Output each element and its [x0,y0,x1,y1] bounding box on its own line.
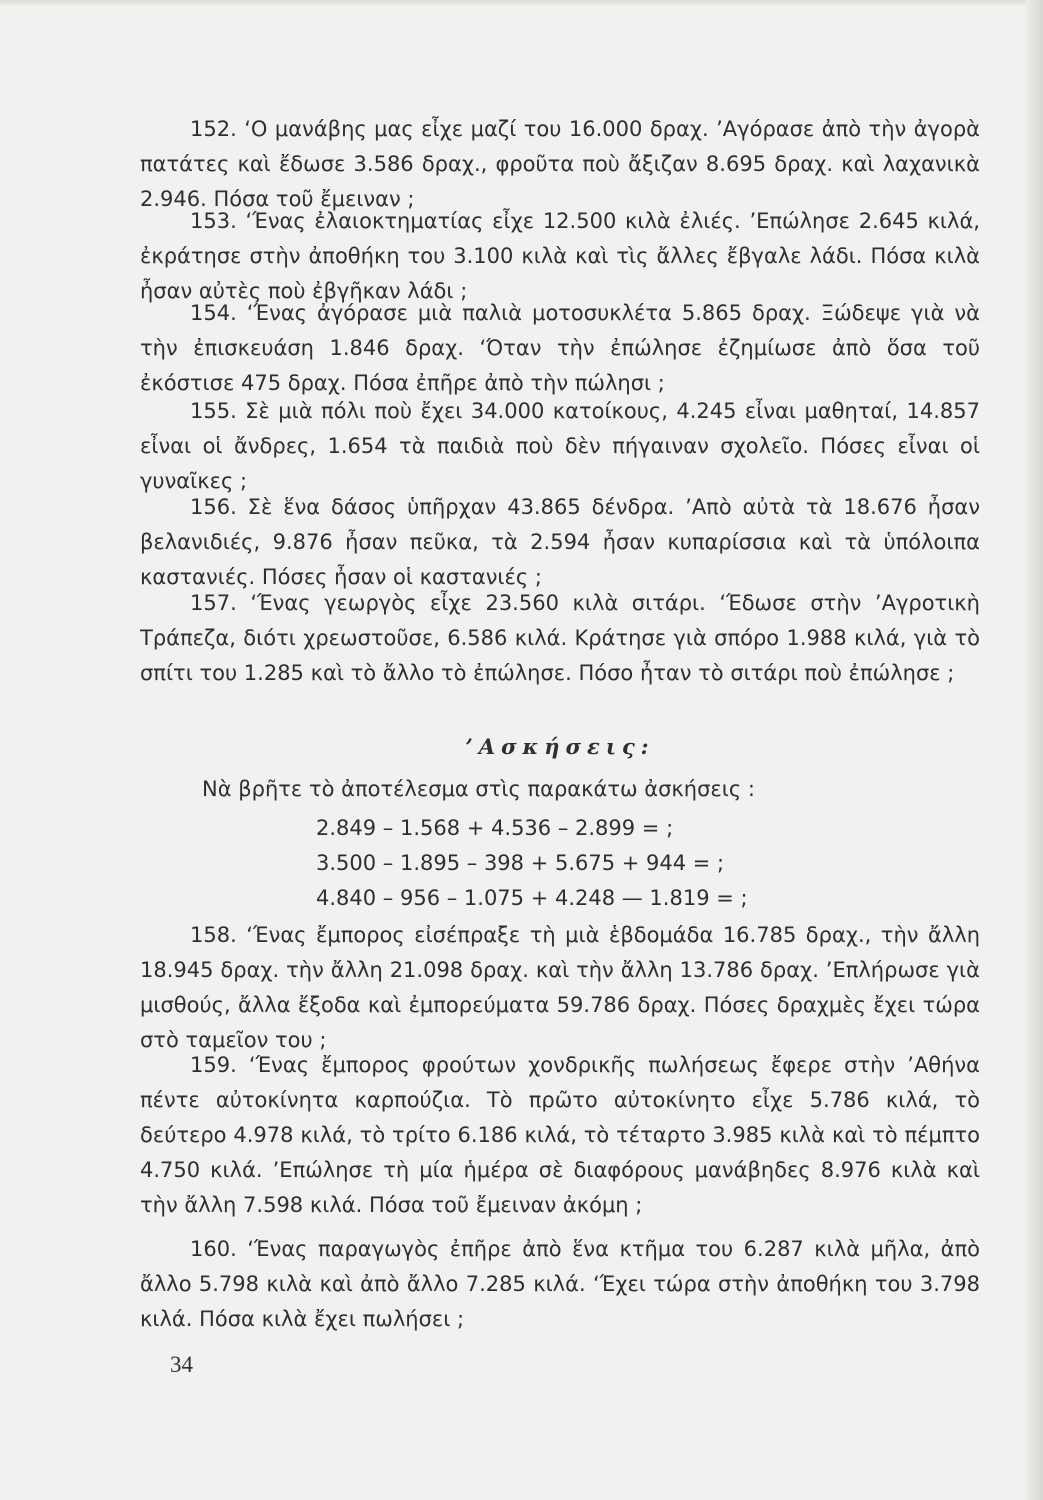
exercise-line: 4.840 – 956 – 1.075 + 4.248 — 1.819 = ; [316,886,748,910]
problem-153: 153. ‘Ένας ἐλαιοκτηματίας εἶχε 12.500 κιλὰ ἐλιές. ’Επώλησε 2.645 κιλά, ἐκράτησε στὴν ἀποθήκη του 3.100 κιλὰ καὶ τὶς ἄλλες ἔβγαλε λάδι. Πόσα κιλὰ ἦσαν αὐτὲς ποὺ ἐβγῆκαν λάδι ; [140,209,980,303]
exercises-heading: ’Ασκήσεις: [465,734,655,759]
page-right-edge [1025,0,1043,1500]
problem-154: 154. ‘Ένας ἀγόρασε μιὰ παλιὰ μοτοσυκλέτα 5.865 δραχ. Ξώδεψε γιὰ νὰ τὴν ἐπισκευάση 1.846 δραχ. ‘Όταν τὴν ἐπώλησε ἐζημίωσε ἀπὸ ὅσα τοῦ ἐκόστισε 475 δραχ. Πόσα ἐπῆρε ἀπὸ τὴν πώλησι ; [140,301,980,395]
problem-155: 155. Σὲ μιὰ πόλι ποὺ ἔχει 34.000 κατοίκους, 4.245 εἶναι μαθηταί, 14.857 εἶναι οἱ ἄνδρες, 1.654 τὰ παιδιὰ ποὺ δὲν πήγαιναν σχολεῖο. Πόσες εἶναι οἱ γυναῖκες ; [140,399,980,493]
exercise-line: 3.500 – 1.895 – 398 + 5.675 + 944 = ; [316,851,725,875]
problem-152: 152. ‘Ο μανάβης μας εἶχε μαζί του 16.000 δραχ. ’Αγόρασε ἀπὸ τὴν ἀγορὰ πατάτες καὶ ἔδωσε 3.586 δραχ., φροῦτα ποὺ ἄξιζαν 8.695 δραχ. καὶ λαχανικὰ 2.946. Πόσα τοῦ ἔμειναν ; [140,117,980,211]
problem-158: 158. ‘Ένας ἔμπορος εἰσέπραξε τὴ μιὰ ἑβδομάδα 16.785 δραχ., τὴν ἄλλη 18.945 δραχ. τὴν ἄλλη 21.098 δραχ. καὶ τὴν ἄλλη 13.786 δραχ. ’Επλήρωσε γιὰ μισθούς, ἄλλα ἔξοδα καὶ ἐμπορεύματα 59.786 δραχ. Πόσες δραχμὲς ἔχει τώρα στὸ ταμεῖον του ; [140,923,980,1052]
book-page [140,0,980,1500]
exercises-intro: Νὰ βρῆτε τὸ ἀποτέλεσμα στὶς παρακάτω ἀσκήσεις : [202,777,755,801]
exercise-line: 2.849 – 1.568 + 4.536 – 2.899 = ; [316,816,674,840]
problem-159: 159. ‘Ένας ἔμπορος φρούτων χονδρικῆς πωλήσεως ἔφερε στὴν ’Αθήνα πέντε αὐτοκίνητα καρπούζια. Τὸ πρῶτο αὐτοκίνητο εἶχε 5.786 κιλά, τὸ δεύτερο 4.978 κιλά, τὸ τρίτο 6.186 κιλά, τὸ τέταρτο 3.985 κιλὰ καὶ τὸ πέμπτο 4.750 κιλά. ’Επώλησε τὴ μία ἡμέρα σὲ διαφόρους μανάβηδες 8.976 κιλὰ καὶ τὴν ἄλλη 7.598 κιλά. Πόσα τοῦ ἔμειναν ἀκόμη ; [140,1053,980,1217]
problem-156: 156. Σὲ ἕνα δάσος ὑπῆρχαν 43.865 δένδρα. ’Απὸ αὐτὰ τὰ 18.676 ἦσαν βελανιδιές, 9.876 ἦσαν πεῦκα, τὰ 2.594 ἦσαν κυπαρίσσια καὶ τὰ ὑπόλοιπα καστανιές. Πόσες ἦσαν οἱ καστανιές ; [140,495,980,589]
page-number: 34 [170,1352,193,1377]
problem-157: 157. ‘Ένας γεωργὸς εἶχε 23.560 κιλὰ σιτάρι. ‘Έδωσε στὴν ’Αγροτικὴ Τράπεζα, διότι χρεωστοῦσε, 6.586 κιλά. Κράτησε γιὰ σπόρο 1.988 κιλά, γιὰ τὸ σπίτι του 1.285 καὶ τὸ ἄλλο τὸ ἐπώλησε. Πόσο ἦταν τὸ σιτάρι ποὺ ἐπώλησε ; [140,591,980,685]
problem-160: 160. ‘Ένας παραγωγὸς ἐπῆρε ἀπὸ ἕνα κτῆμα του 6.287 κιλὰ μῆλα, ἀπὸ ἄλλο 5.798 κιλὰ καὶ ἀπὸ ἄλλο 7.285 κιλά. ‘Έχει τώρα στὴν ἀποθήκη του 3.798 κιλά. Πόσα κιλὰ ἔχει πωλήσει ; [140,1237,980,1331]
